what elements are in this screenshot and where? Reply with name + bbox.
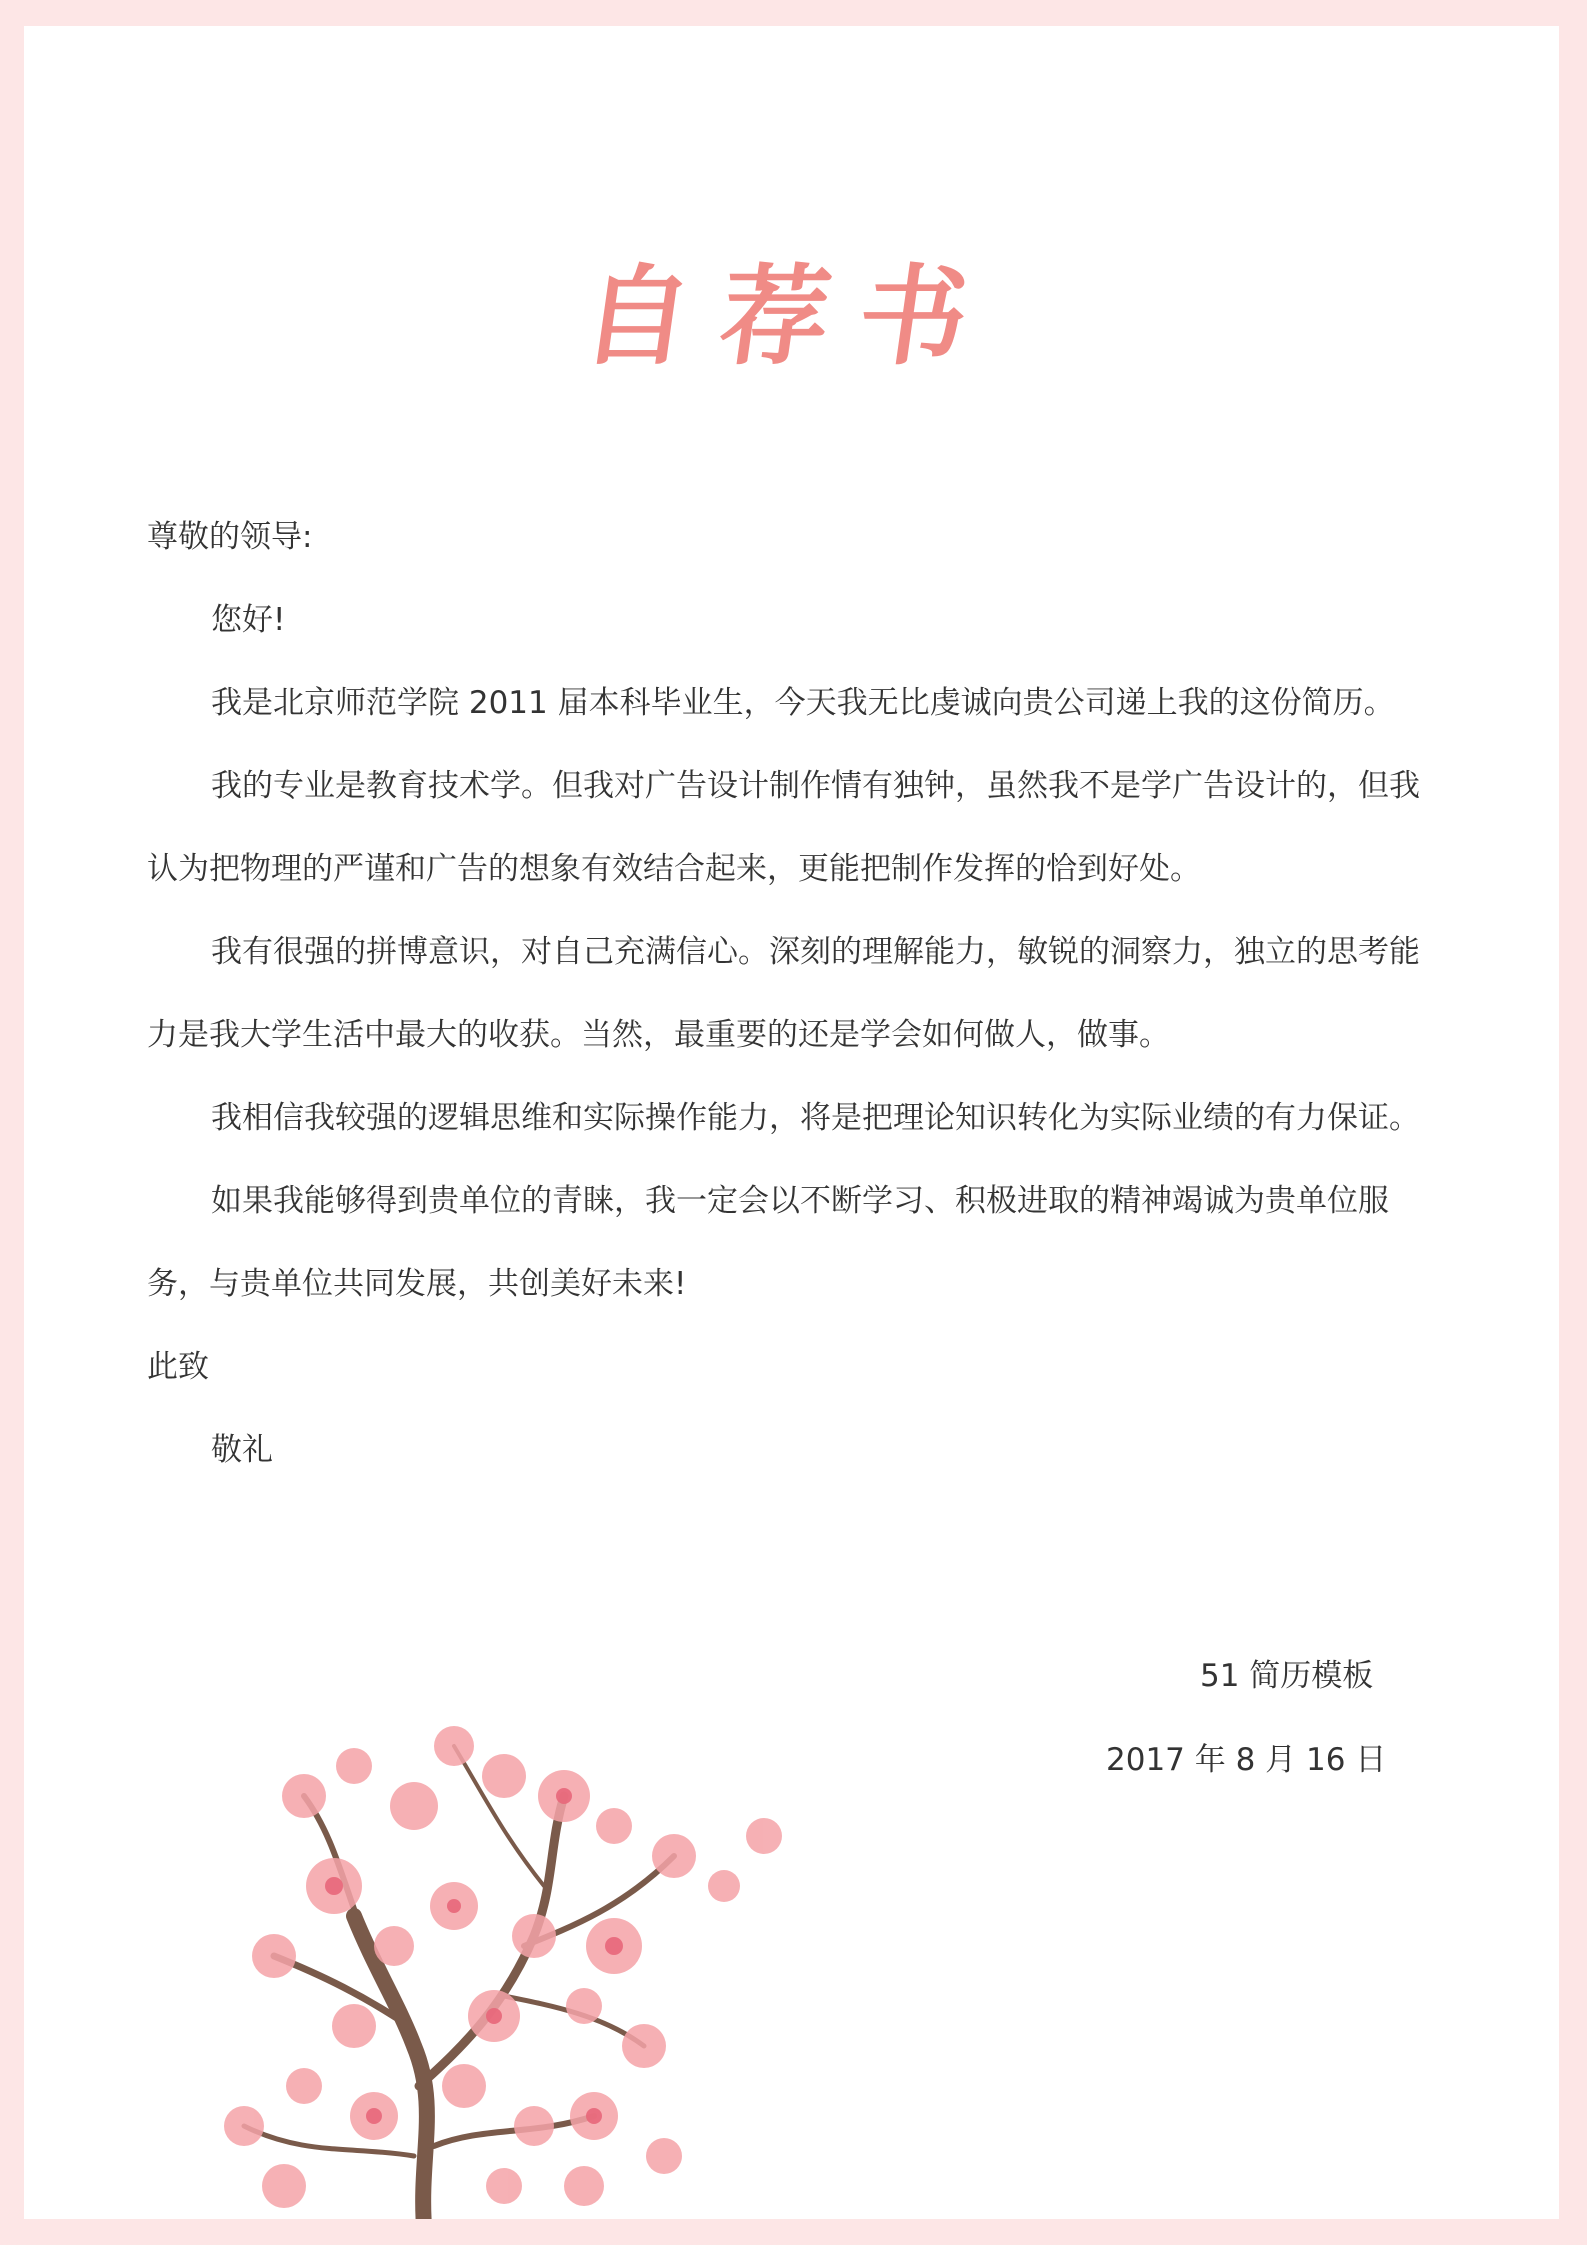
closing-line-2: 敬礼 [211,1432,273,1468]
paragraph-closing: 如果我能够得到贵单位的青睐，我一定会以不断学习、积极进取的精神竭诚为贵单位服务，与贵单位共同发展，共创美好未来! [147,1183,1389,1302]
letter-page [24,26,1559,2219]
paragraph-ability: 我有很强的拼博意识，对自己充满信心。深刻的理解能力，敏锐的洞察力，独立的思考能力是我大学生活中最大的收获。当然，最重要的还是学会如何做人，做事。 [147,934,1420,1053]
paragraph-intro: 我是北京师范学院 2011 届本科毕业生，今天我无比虔诚向贵公司递上我的这份简历。 [211,685,1395,721]
paragraph-major: 我的专业是教育技术学。但我对广告设计制作情有独钟，虽然我不是学广告设计的，但我认为把物理的严谨和广告的想象有效结合起来，更能把制作发挥的恰到好处。 [147,768,1420,887]
page-title: 自荐书 [574,254,1007,380]
paragraph-belief: 我相信我较强的逻辑思维和实际操作能力，将是把理论知识转化为实际业绩的有力保证。 [211,1100,1420,1136]
cherry-blossom-tree-illustration [204,1686,844,2219]
paragraph-greeting: 您好! [211,602,286,638]
salutation: 尊敬的领导: [147,519,313,555]
letter-body [147,496,1437,1492]
closing-line-1: 此致 [147,1349,209,1385]
signature: 51 简历模板 [1200,1658,1374,1694]
date: 2017 年 8 月 16 日 [1106,1742,1387,1778]
